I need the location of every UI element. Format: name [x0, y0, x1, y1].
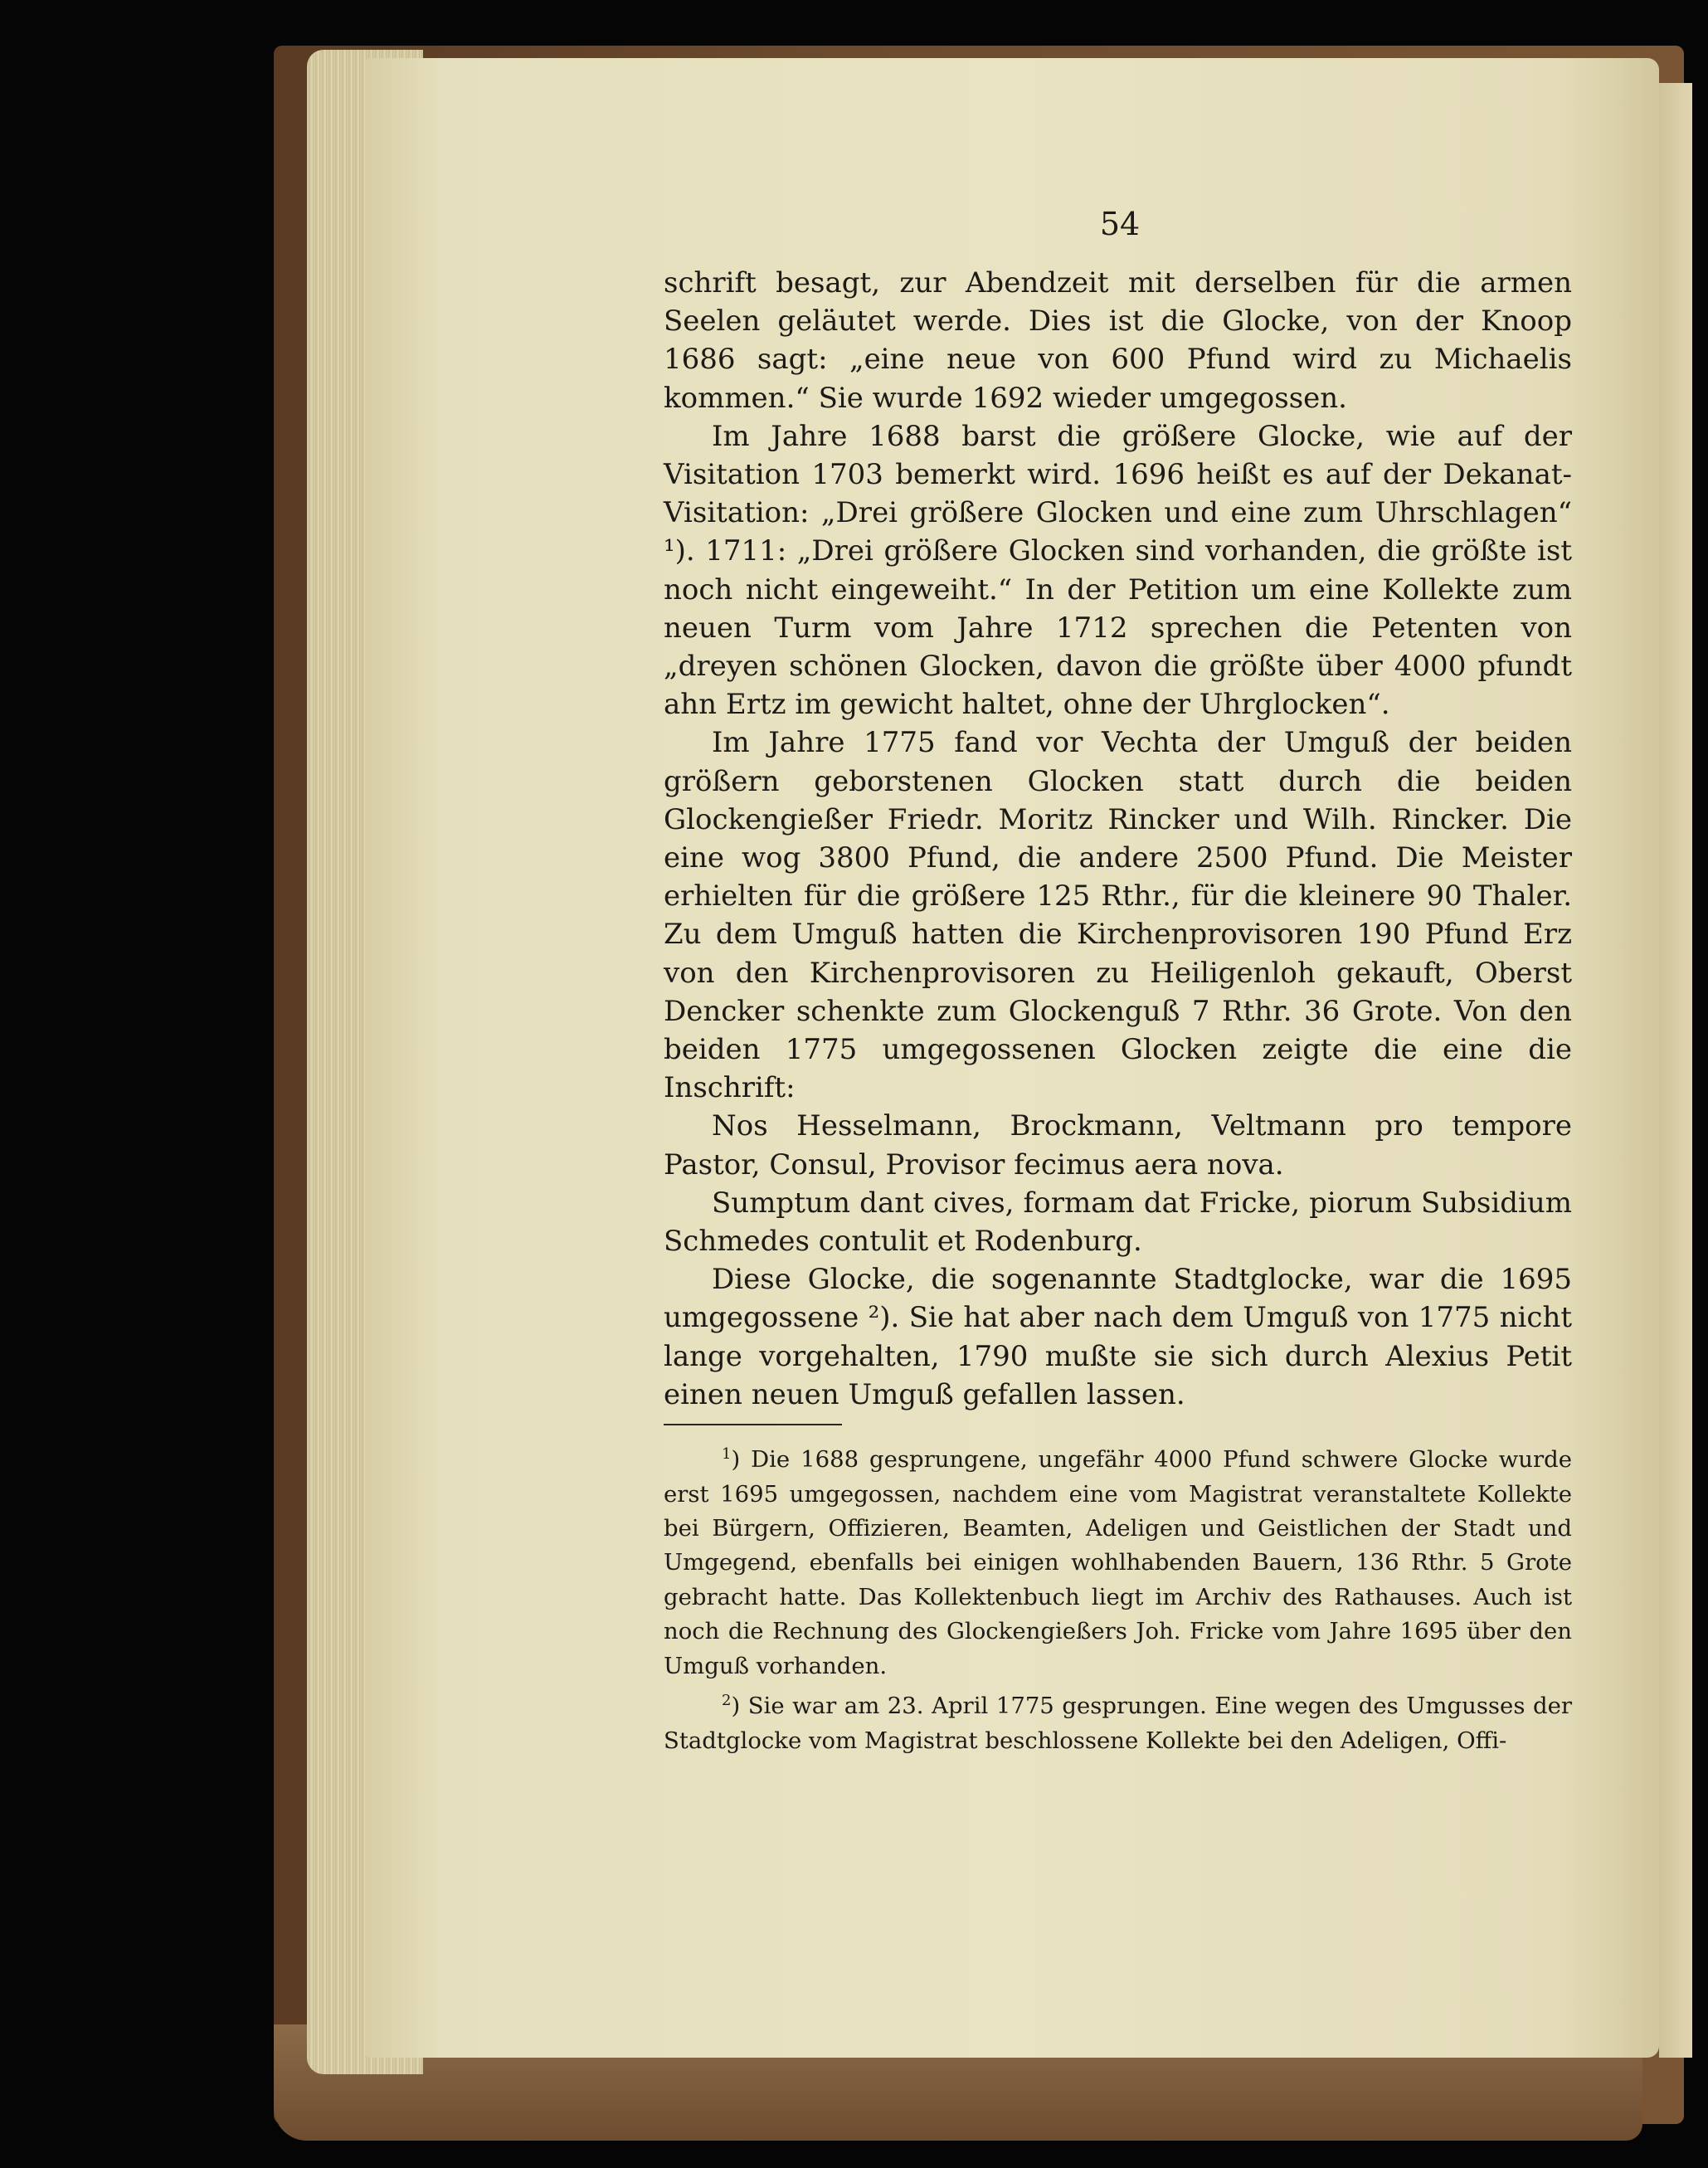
footnote: [664, 1437, 1572, 1683]
main-text: [664, 264, 1572, 1414]
footnote: [664, 1683, 1572, 1758]
footnote-divider: [664, 1424, 842, 1425]
footnote-text: ) Die 1688 gesprungene, ungefähr 4000 Pfund schwere Glocke wurde erst 1695 umgegossen, nachdem eine vom Magistrat veranstaltete Kollekte bei Bürgern, Offizieren, Beamten, Adeligen und Geistlichen der Stadt und Umgegend, ebenfalls bei einigen wohlhabenden Bauern, 136 Rthr. 5 Grote gebracht hatte. Das Kollektenbuch liegt im Archiv des Rathauses. Auch ist noch die Rechnung des Glockengießers Joh. Fricke vom Jahre 1695 über den Umguß vorhanden.: [664, 1446, 1572, 1679]
paragraph: Im Jahre 1775 fand vor Vechta der Umguß der beiden größern geborstenen Glocken statt durch die beiden Glockengießer Friedr. Moritz Rincker und Wilh. Rincker. Die eine wog 3800 Pfund, die andere 2500 Pfund. Die Meister erhielten für die größere 125 Rthr., für die kleinere 90 Thaler. Zu dem Umguß hatten die Kirchenprovisoren 190 Pfund Erz von den Kirchenprovisoren zu Heiligenloh gekauft, Oberst Dencker schenkte zum Glockenguß 7 Rthr. 36 Grote. Von den beiden 1775 umgegossenen Glocken zeigte die eine die Inschrift:: [664, 726, 1572, 1105]
inscription-line: Nos Hesselmann, Brockmann, Veltmann pro tempore Pastor, Consul, Provisor fecimus aera nova.: [664, 1109, 1572, 1181]
page-number: 54: [1099, 206, 1141, 242]
paragraph: Im Jahre 1688 barst die größere Glocke, wie auf der Visitation 1703 bemerkt wird. 1696 heißt es auf der Dekanat-Visitation: „Drei größere Glocken und eine zum Uhrschlagen“ ¹). 1711: „Drei größere Glocken sind vorhanden, die größte ist noch nicht eingeweiht.“ In der Petition um eine Kollekte zum neuen Turm vom Jahre 1712 sprechen die Petenten von „dreyen schönen Glocken, davon die größte über 4000 pfundt ahn Ertz im gewicht haltet, ohne der Uhrglocken“.: [664, 419, 1572, 722]
footnotes: [664, 1437, 1572, 1758]
inscription-line: Sumptum dant cives, formam dat Fricke, piorum Subsidium Schmedes contulit et Rodenburg.: [664, 1186, 1572, 1259]
footnote-marker: 2: [722, 1692, 732, 1709]
footnote-text: ) Sie war am 23. April 1775 gesprungen. Eine wegen des Umgusses der Stadtglocke vom Magistrat beschlossene Kollekte bei den Adeligen, Offi-: [664, 1693, 1572, 1754]
paragraph: schrift besagt, zur Abendzeit mit derselben für die armen Seelen geläutet werde. Dies ist die Glocke, von der Knoop 1686 sagt: „eine neue von 600 Pfund wird zu Michaelis kommen.“ Sie wurde 1692 wieder umgegossen.: [664, 266, 1572, 415]
paragraph: Diese Glocke, die sogenannte Stadtglocke, war die 1695 umgegossene ²). Sie hat aber nach dem Umguß von 1775 nicht lange vorgehalten, 1790 mußte sie sich durch Alexius Petit einen neuen Umguß gefallen lassen.: [664, 1263, 1572, 1411]
next-page-edge: [1659, 83, 1692, 2058]
footnote-marker: 1: [722, 1445, 732, 1463]
